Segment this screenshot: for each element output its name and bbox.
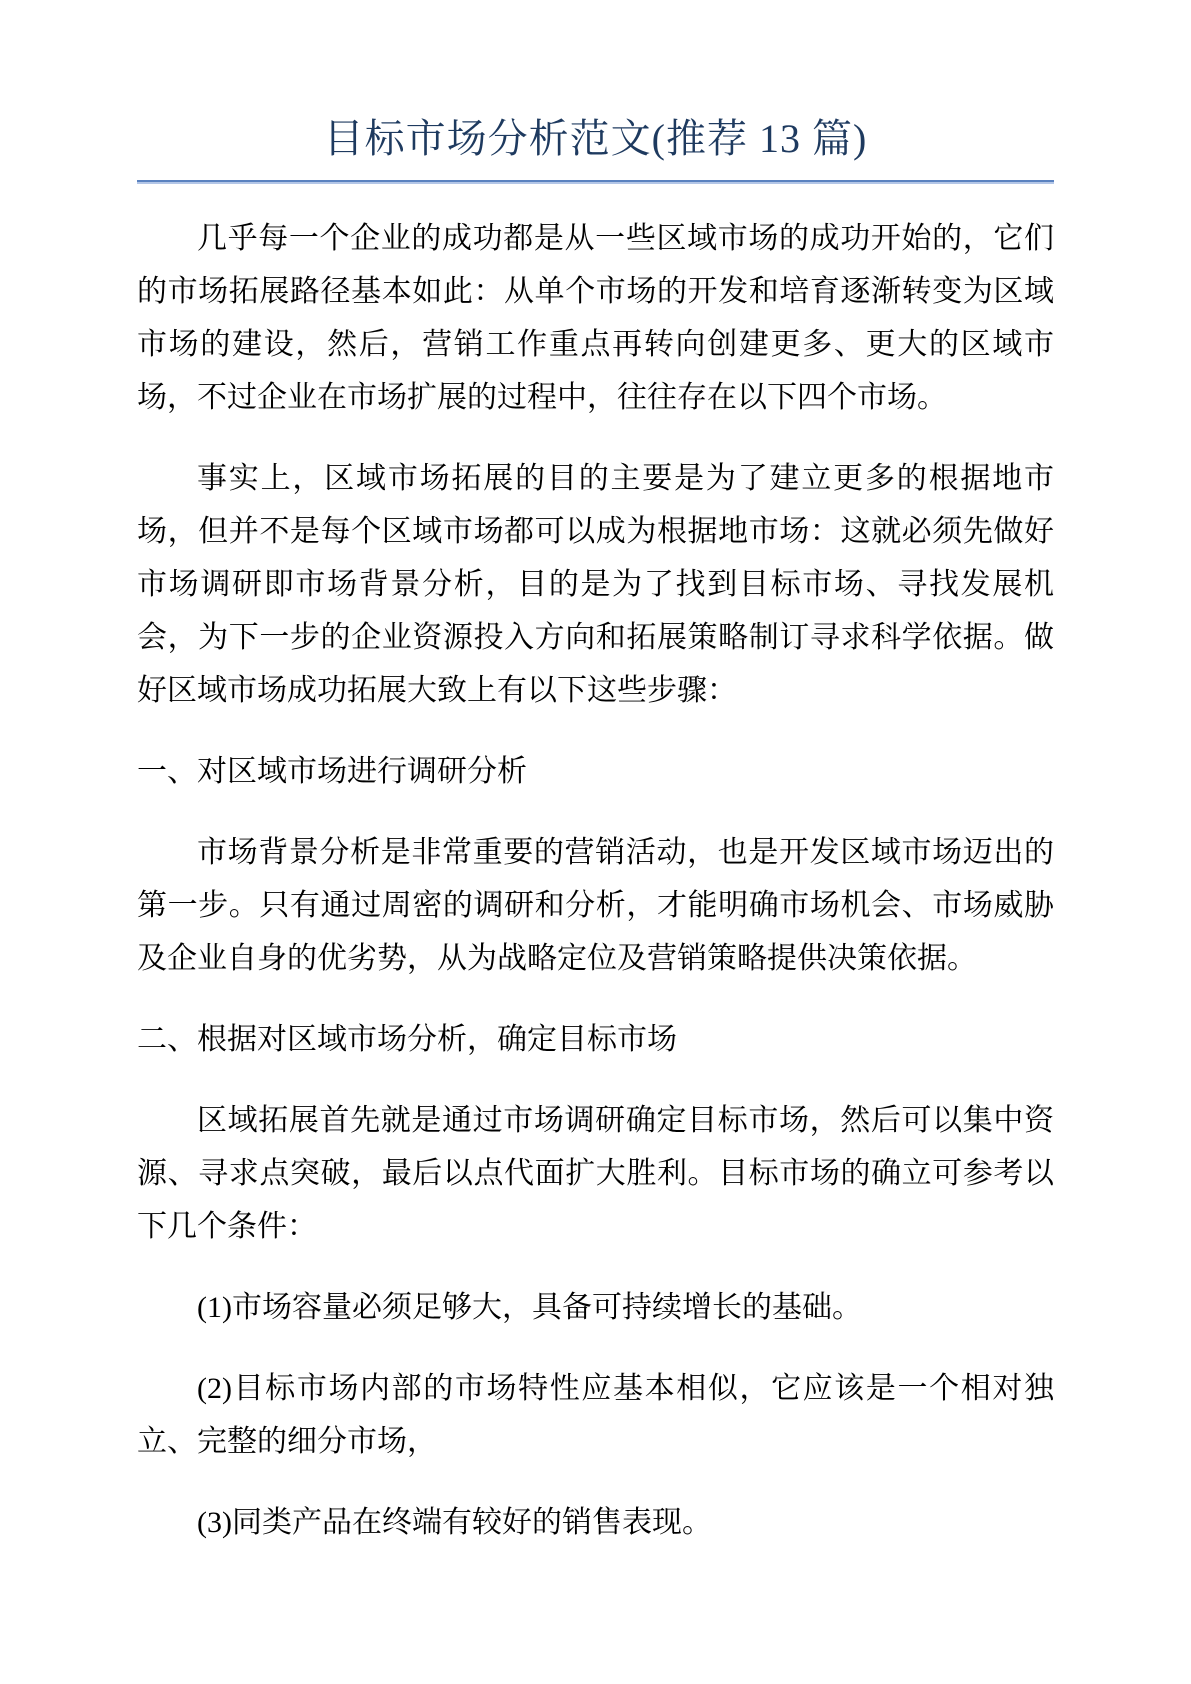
title-divider [137, 180, 1054, 184]
section-heading-1: 一、对区域市场进行调研分析 [137, 755, 527, 788]
section-heading-2: 二、根据对区域市场分析，确定目标市场 [137, 1023, 677, 1056]
document-title: 目标市场分析范文(推荐 13 篇) [323, 116, 868, 161]
paragraph-section-2: 区域拓展首先就是通过市场调研确定目标市场，然后可以集中资源、寻求点突破，最后以点代面扩大胜利。目标市场的确立可参考以下几个条件： [137, 1104, 1054, 1243]
condition-item-3: (3)同类产品在终端有较好的销售表现。 [197, 1506, 712, 1539]
paragraph-purpose: 事实上，区域市场拓展的目的主要是为了建立更多的根据地市场，但并不是每个区域市场都可以成为根据地市场：这就必须先做好市场调研即市场背景分析，目的是为了找到目标市场、寻找发展机会，为下一步的企业资源投入方向和拓展策略制订寻求科学依据。做好区域市场成功拓展大致上有以下这些步骤： [137, 462, 1054, 707]
condition-item-2: (2)目标市场内部的市场特性应基本相似，它应该是一个相对独立、完整的细分市场， [137, 1372, 1054, 1458]
paragraph-section-1: 市场背景分析是非常重要的营销活动，也是开发区域市场迈出的第一步。只有通过周密的调研和分析，才能明确市场机会、市场威胁及企业自身的优劣势，从为战略定位及营销策略提供决策依据。 [137, 836, 1054, 975]
condition-item-1: (1)市场容量必须足够大，具备可持续增长的基础。 [197, 1291, 862, 1324]
paragraph-intro: 几乎每一个企业的成功都是从一些区域市场的成功开始的，它们的市场拓展路径基本如此：从单个市场的开发和培育逐渐转变为区域市场的建设，然后，营销工作重点再转向创建更多、更大的区域市场，不过企业在市场扩展的过程中，往往存在以下四个市场。 [137, 222, 1054, 414]
